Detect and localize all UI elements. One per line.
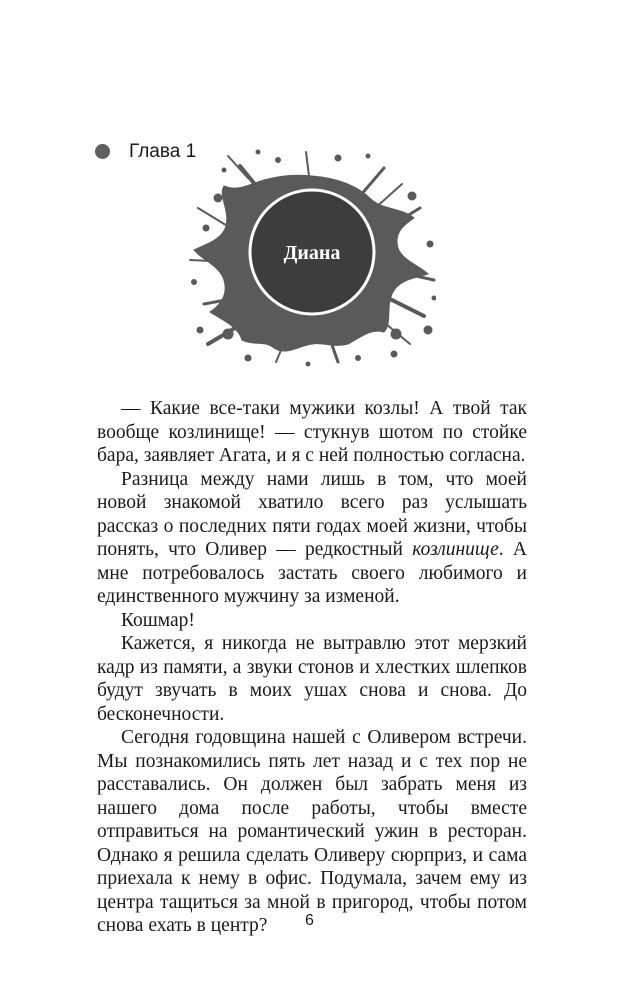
- text-run: Кошмар!: [121, 609, 195, 631]
- italic-run: козлинище: [412, 539, 499, 560]
- chapter-header: [95, 142, 196, 161]
- paragraph: [97, 726, 527, 938]
- ink-splatter-icon: [188, 148, 436, 368]
- chapter-body-text: [97, 397, 527, 938]
- text-run: — Какие все-таки мужики козлы! А твой так вообще козлинище! — стукнув шотом по стойке бара, заявляет Агата, и я с ней полностью согласна.: [97, 398, 527, 466]
- text-run: Кажется, я никогда не вытравлю этот мерзкий кадр из памяти, а звуки стонов и хлестких шлепков будут звучать в моих ушах снова и снова. До бесконечности.: [97, 633, 527, 725]
- paragraph: [97, 397, 527, 468]
- chapter-emblem: [188, 148, 436, 368]
- chapter-label: Глава 1: [129, 141, 197, 162]
- chapter-bullet-icon: [95, 144, 110, 159]
- text-run: Сегодня годовщина нашей с Оливером встречи. Мы познакомились пять лет назад и с тех пор не расставались. Он должен был забрать меня из нашего дома после работы, чтобы вместе отправиться на романтический ужин в ресторан. Однако я решила сделать Оливеру сюрприз, и сама приехала к нему в офис. Подумала, зачем ему из центра тащиться за мной в пригород, чтобы потом снова ехать в центр?: [97, 727, 527, 936]
- paragraph: [97, 632, 527, 726]
- paragraph: [97, 468, 527, 609]
- paragraph: [97, 609, 527, 633]
- character-name: Диана: [283, 242, 341, 264]
- text-run: Разница между нами лишь в том, что моей новой знакомой хватило всего раз услышать рассказ о последних пяти годах моей жизни, чтобы понять, что Оливер — редкостный: [97, 468, 527, 560]
- text-run: . А мне потребовалось застать своего любимого и единственного мужчину за изменой.: [97, 539, 527, 607]
- page-number: 6: [305, 912, 314, 929]
